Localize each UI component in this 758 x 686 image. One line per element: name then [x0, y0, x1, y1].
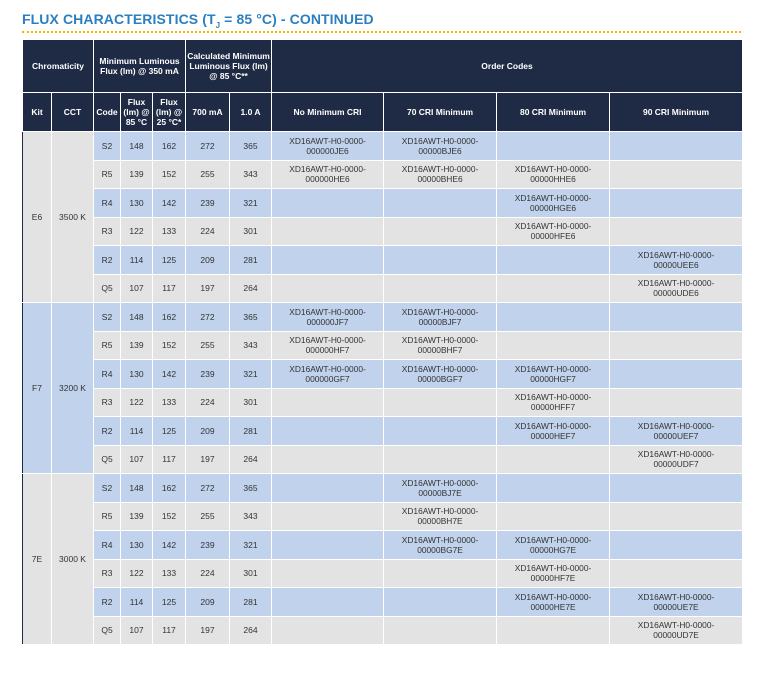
- order-code-cell: [272, 388, 384, 417]
- order-code-cell: [272, 274, 384, 303]
- order-code-cell: [272, 588, 384, 617]
- flux-1a-cell: 321: [230, 531, 272, 560]
- flux-1a-cell: 301: [230, 217, 272, 246]
- order-code-cell: [610, 160, 743, 189]
- table-row: [23, 474, 743, 503]
- flux-25-cell: 133: [153, 559, 186, 588]
- order-code-cell: [497, 588, 610, 617]
- table-row: [23, 616, 743, 645]
- order-code-line-2: 00000HFF7: [530, 402, 576, 413]
- kit-cell: F7: [23, 303, 52, 474]
- flux-85-cell: 107: [121, 616, 153, 645]
- code-cell: Q5: [94, 445, 121, 474]
- title-main: FLUX CHARACTERISTICS (T: [22, 11, 216, 27]
- order-code-line-2: 00000HEF7: [530, 430, 576, 441]
- order-code-cell: [497, 417, 610, 446]
- flux-85-cell: 139: [121, 331, 153, 360]
- flux-700ma-cell: 255: [186, 502, 230, 531]
- order-code-cell: [497, 274, 610, 303]
- order-code-cell: [610, 417, 743, 446]
- flux-85-cell: 148: [121, 303, 153, 332]
- flux-85-cell: 114: [121, 417, 153, 446]
- header-80-cri: 80 CRI Minimum: [497, 93, 610, 132]
- flux-700ma-cell: 224: [186, 217, 230, 246]
- order-code-line-2: 00000BJE6: [418, 145, 462, 156]
- order-code-cell: [610, 217, 743, 246]
- order-code-line-1: XD16AWT-H0-0000-: [401, 477, 479, 488]
- flux-1a-cell: 321: [230, 189, 272, 218]
- flux-25-cell: 162: [153, 132, 186, 161]
- order-code-cell: [497, 502, 610, 531]
- order-code-cell: [272, 217, 384, 246]
- order-code-cell: [272, 360, 384, 389]
- flux-25-cell: 152: [153, 331, 186, 360]
- order-code-cell: [272, 246, 384, 275]
- header-calc-flux: Calculated Minimum Luminous Flux (lm) @ 85 °C**: [186, 40, 272, 93]
- order-code-cell: [272, 331, 384, 360]
- flux-700ma-cell: 209: [186, 246, 230, 275]
- order-code-line-1: XD16AWT-H0-0000-: [401, 335, 479, 346]
- order-code-cell: [272, 502, 384, 531]
- flux-25-cell: 152: [153, 160, 186, 189]
- order-code-cell: [497, 360, 610, 389]
- order-code-cell: [497, 474, 610, 503]
- order-code-line-2: 000000JE6: [306, 145, 349, 156]
- order-code-line-1: XD16AWT-H0-0000-: [289, 164, 366, 175]
- order-code-cell: [384, 474, 497, 503]
- flux-25-cell: 162: [153, 303, 186, 332]
- code-cell: S2: [94, 303, 121, 332]
- table-body: [23, 132, 743, 645]
- table-row: [23, 331, 743, 360]
- order-code-cell: [272, 189, 384, 218]
- flux-85-cell: 114: [121, 246, 153, 275]
- flux-1a-cell: 281: [230, 417, 272, 446]
- cct-cell: 3200 K: [52, 303, 94, 474]
- order-code-cell: [610, 189, 743, 218]
- order-code-cell: [272, 132, 384, 161]
- flux-25-cell: 142: [153, 189, 186, 218]
- code-cell: R3: [94, 217, 121, 246]
- order-code-cell: [384, 360, 497, 389]
- order-code-line-1: XD16AWT-H0-0000-: [289, 306, 366, 317]
- order-code-cell: [610, 616, 743, 645]
- order-code-cell: [610, 445, 743, 474]
- order-code-line-2: 00000HGF7: [530, 373, 576, 384]
- order-code-line-1: XD16AWT-H0-0000-: [289, 135, 366, 146]
- flux-85-cell: 130: [121, 189, 153, 218]
- order-code-cell: [497, 616, 610, 645]
- order-code-cell: [497, 388, 610, 417]
- header-order-codes: Order Codes: [272, 40, 743, 93]
- order-code-line-1: XD16AWT-H0-0000-: [637, 591, 715, 602]
- order-code-cell: [497, 445, 610, 474]
- header-code: Code: [94, 93, 121, 132]
- order-code-line-2: 000000GF7: [305, 373, 350, 384]
- order-code-cell: [610, 331, 743, 360]
- order-code-cell: [610, 559, 743, 588]
- code-cell: R5: [94, 502, 121, 531]
- flux-25-cell: 142: [153, 360, 186, 389]
- order-code-cell: [384, 559, 497, 588]
- table-row: [23, 303, 743, 332]
- flux-85-cell: 130: [121, 360, 153, 389]
- table-row: [23, 189, 743, 218]
- code-cell: S2: [94, 474, 121, 503]
- order-code-line-1: XD16AWT-H0-0000-: [637, 620, 715, 631]
- flux-1a-cell: 264: [230, 616, 272, 645]
- flux-700ma-cell: 272: [186, 303, 230, 332]
- page-title: [22, 11, 374, 30]
- title-subscript: J: [215, 20, 221, 30]
- flux-1a-cell: 365: [230, 474, 272, 503]
- order-code-line-1: XD16AWT-H0-0000-: [514, 534, 592, 545]
- flux-700ma-cell: 239: [186, 189, 230, 218]
- order-code-cell: [610, 303, 743, 332]
- order-code-cell: [497, 303, 610, 332]
- flux-1a-cell: 365: [230, 303, 272, 332]
- table-row: [23, 388, 743, 417]
- code-cell: R2: [94, 588, 121, 617]
- code-cell: Q5: [94, 274, 121, 303]
- code-cell: R4: [94, 189, 121, 218]
- table-row: [23, 360, 743, 389]
- flux-700ma-cell: 272: [186, 474, 230, 503]
- flux-700ma-cell: 197: [186, 274, 230, 303]
- flux-1a-cell: 281: [230, 588, 272, 617]
- table-row: [23, 445, 743, 474]
- flux-25-cell: 117: [153, 274, 186, 303]
- order-code-cell: [384, 303, 497, 332]
- table-row: [23, 132, 743, 161]
- order-code-line-1: XD16AWT-H0-0000-: [401, 363, 479, 374]
- order-code-cell: [610, 502, 743, 531]
- flux-1a-cell: 343: [230, 160, 272, 189]
- header-70-cri: 70 CRI Minimum: [384, 93, 497, 132]
- order-code-cell: [384, 217, 497, 246]
- flux-1a-cell: 365: [230, 132, 272, 161]
- order-code-line-1: XD16AWT-H0-0000-: [637, 420, 715, 431]
- order-code-line-2: 00000UDE6: [653, 288, 699, 299]
- order-code-line-1: XD16AWT-H0-0000-: [514, 164, 592, 175]
- order-code-line-1: XD16AWT-H0-0000-: [289, 363, 366, 374]
- order-code-line-2: 00000HHE6: [530, 174, 576, 185]
- flux-700ma-cell: 255: [186, 160, 230, 189]
- order-code-cell: [610, 588, 743, 617]
- header-flux-25: Flux (lm) @ 25 °C*: [153, 93, 186, 132]
- flux-700ma-cell: 209: [186, 417, 230, 446]
- order-code-line-2: 00000UE7E: [653, 601, 699, 612]
- flux-85-cell: 107: [121, 445, 153, 474]
- header-cct: CCT: [52, 93, 94, 132]
- kit-cell: E6: [23, 132, 52, 303]
- flux-700ma-cell: 272: [186, 132, 230, 161]
- order-code-line-1: XD16AWT-H0-0000-: [401, 135, 479, 146]
- flux-table: [22, 39, 743, 645]
- order-code-cell: [272, 559, 384, 588]
- order-code-line-2: 00000BJ7E: [418, 487, 462, 498]
- order-code-line-2: 00000BGF7: [417, 373, 463, 384]
- order-code-line-2: 00000UEE6: [653, 259, 699, 270]
- table-row: [23, 417, 743, 446]
- code-cell: R4: [94, 360, 121, 389]
- order-code-cell: [497, 331, 610, 360]
- kit-cell: 7E: [23, 474, 52, 645]
- table-row: [23, 559, 743, 588]
- flux-1a-cell: 343: [230, 502, 272, 531]
- flux-700ma-cell: 197: [186, 445, 230, 474]
- order-code-line-2: 000000HE6: [305, 174, 350, 185]
- order-code-cell: [497, 531, 610, 560]
- order-code-line-1: XD16AWT-H0-0000-: [514, 420, 592, 431]
- order-code-line-2: 00000BHF7: [417, 345, 463, 356]
- table-row: [23, 588, 743, 617]
- flux-700ma-cell: 224: [186, 388, 230, 417]
- order-code-cell: [384, 588, 497, 617]
- order-code-cell: [384, 189, 497, 218]
- flux-85-cell: 107: [121, 274, 153, 303]
- flux-25-cell: 152: [153, 502, 186, 531]
- cct-cell: 3000 K: [52, 474, 94, 645]
- code-cell: R3: [94, 559, 121, 588]
- order-code-cell: [610, 132, 743, 161]
- order-code-line-1: XD16AWT-H0-0000-: [637, 278, 715, 289]
- order-code-cell: [384, 132, 497, 161]
- header-700ma: 700 mA: [186, 93, 230, 132]
- order-code-cell: [272, 616, 384, 645]
- order-code-line-1: XD16AWT-H0-0000-: [514, 363, 592, 374]
- order-code-line-1: XD16AWT-H0-0000-: [514, 563, 592, 574]
- order-code-cell: [384, 531, 497, 560]
- title-rest: = 85 °C) - CONTINUED: [220, 11, 374, 27]
- order-code-line-2: 00000HGE6: [529, 202, 577, 213]
- flux-85-cell: 139: [121, 502, 153, 531]
- code-cell: R4: [94, 531, 121, 560]
- order-code-line-2: 00000BG7E: [417, 544, 463, 555]
- header-flux-85: Flux (lm) @ 85 °C: [121, 93, 153, 132]
- flux-700ma-cell: 239: [186, 360, 230, 389]
- flux-700ma-cell: 255: [186, 331, 230, 360]
- order-code-cell: [384, 331, 497, 360]
- flux-85-cell: 148: [121, 132, 153, 161]
- order-code-cell: [272, 303, 384, 332]
- flux-85-cell: 114: [121, 588, 153, 617]
- flux-25-cell: 125: [153, 417, 186, 446]
- order-code-cell: [384, 160, 497, 189]
- order-code-cell: [272, 531, 384, 560]
- order-code-line-1: XD16AWT-H0-0000-: [514, 192, 592, 203]
- order-code-cell: [272, 445, 384, 474]
- order-code-line-2: 00000HFE6: [530, 231, 576, 242]
- order-code-cell: [610, 531, 743, 560]
- order-code-line-1: XD16AWT-H0-0000-: [401, 306, 479, 317]
- flux-85-cell: 122: [121, 559, 153, 588]
- order-code-line-1: XD16AWT-H0-0000-: [514, 221, 592, 232]
- order-code-cell: [384, 388, 497, 417]
- header-1a: 1.0 A: [230, 93, 272, 132]
- order-code-cell: [610, 388, 743, 417]
- table-row: [23, 246, 743, 275]
- flux-25-cell: 125: [153, 588, 186, 617]
- order-code-line-2: 00000UEF7: [653, 430, 699, 441]
- order-code-line-2: 00000HF7E: [530, 573, 576, 584]
- flux-1a-cell: 301: [230, 388, 272, 417]
- order-code-line-2: 00000HE7E: [530, 601, 576, 612]
- order-code-cell: [610, 360, 743, 389]
- order-code-cell: [610, 474, 743, 503]
- flux-1a-cell: 301: [230, 559, 272, 588]
- flux-1a-cell: 264: [230, 445, 272, 474]
- flux-85-cell: 122: [121, 217, 153, 246]
- flux-25-cell: 117: [153, 616, 186, 645]
- flux-25-cell: 133: [153, 217, 186, 246]
- code-cell: R5: [94, 331, 121, 360]
- order-code-line-1: XD16AWT-H0-0000-: [401, 534, 479, 545]
- order-code-line-1: XD16AWT-H0-0000-: [514, 591, 592, 602]
- order-code-line-2: 00000HG7E: [529, 544, 577, 555]
- order-code-line-1: XD16AWT-H0-0000-: [637, 249, 715, 260]
- flux-85-cell: 139: [121, 160, 153, 189]
- order-code-line-1: XD16AWT-H0-0000-: [401, 506, 479, 517]
- order-code-cell: [497, 217, 610, 246]
- flux-25-cell: 162: [153, 474, 186, 503]
- header-chromaticity: Chromaticity: [23, 40, 94, 93]
- order-code-cell: [384, 445, 497, 474]
- order-code-line-2: 000000JF7: [306, 316, 349, 327]
- flux-1a-cell: 264: [230, 274, 272, 303]
- cct-cell: 3500 K: [52, 132, 94, 303]
- flux-25-cell: 133: [153, 388, 186, 417]
- code-cell: S2: [94, 132, 121, 161]
- order-code-line-1: XD16AWT-H0-0000-: [401, 164, 479, 175]
- table-row: [23, 160, 743, 189]
- order-code-line-2: 000000HF7: [305, 345, 350, 356]
- flux-25-cell: 117: [153, 445, 186, 474]
- order-code-cell: [384, 274, 497, 303]
- code-cell: R3: [94, 388, 121, 417]
- order-code-cell: [497, 246, 610, 275]
- flux-1a-cell: 281: [230, 246, 272, 275]
- order-code-line-2: 00000UDF7: [653, 459, 699, 470]
- header-no-min-cri: No Minimum CRI: [272, 93, 384, 132]
- flux-700ma-cell: 224: [186, 559, 230, 588]
- flux-1a-cell: 321: [230, 360, 272, 389]
- order-code-cell: [497, 160, 610, 189]
- flux-700ma-cell: 197: [186, 616, 230, 645]
- order-code-cell: [497, 189, 610, 218]
- order-code-cell: [384, 616, 497, 645]
- flux-85-cell: 130: [121, 531, 153, 560]
- order-code-cell: [610, 274, 743, 303]
- table-row: [23, 502, 743, 531]
- code-cell: Q5: [94, 616, 121, 645]
- flux-700ma-cell: 209: [186, 588, 230, 617]
- title-divider: [22, 31, 741, 33]
- header-kit: Kit: [23, 93, 52, 132]
- order-code-line-2: 00000BJF7: [418, 316, 462, 327]
- order-code-line-1: XD16AWT-H0-0000-: [637, 449, 715, 460]
- flux-85-cell: 122: [121, 388, 153, 417]
- header-90-cri: 90 CRI Minimum: [610, 93, 743, 132]
- order-code-cell: [497, 559, 610, 588]
- order-code-line-1: XD16AWT-H0-0000-: [289, 335, 366, 346]
- table-row: [23, 531, 743, 560]
- flux-700ma-cell: 239: [186, 531, 230, 560]
- order-code-cell: [384, 417, 497, 446]
- order-code-line-2: 00000UD7E: [653, 630, 699, 641]
- order-code-cell: [384, 246, 497, 275]
- order-code-line-2: 00000BHE6: [417, 174, 463, 185]
- table-row: [23, 217, 743, 246]
- order-code-cell: [384, 502, 497, 531]
- order-code-line-1: XD16AWT-H0-0000-: [514, 392, 592, 403]
- order-code-line-2: 00000BH7E: [417, 516, 463, 527]
- code-cell: R2: [94, 417, 121, 446]
- table-row: [23, 274, 743, 303]
- order-code-cell: [272, 160, 384, 189]
- code-cell: R5: [94, 160, 121, 189]
- order-code-cell: [272, 417, 384, 446]
- flux-25-cell: 125: [153, 246, 186, 275]
- order-code-cell: [272, 474, 384, 503]
- flux-85-cell: 148: [121, 474, 153, 503]
- code-cell: R2: [94, 246, 121, 275]
- flux-1a-cell: 343: [230, 331, 272, 360]
- order-code-cell: [610, 246, 743, 275]
- header-min-flux: Minimum Luminous Flux (lm) @ 350 mA: [94, 40, 186, 93]
- order-code-cell: [497, 132, 610, 161]
- flux-25-cell: 142: [153, 531, 186, 560]
